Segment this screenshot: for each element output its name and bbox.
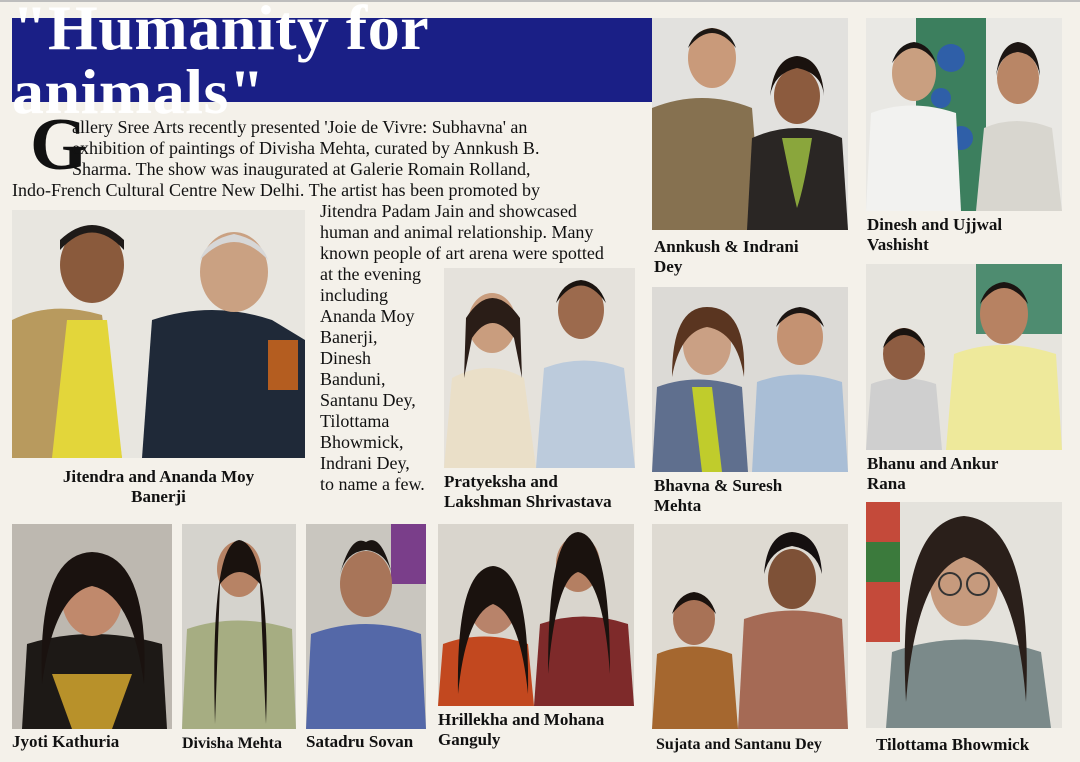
caption-tilottama: Tilottama Bhowmick — [876, 735, 1030, 754]
photo-annkush-indrani — [652, 18, 848, 230]
article-line: exhibition of paintings of Divisha Mehta, curated by Annkush B. — [72, 138, 540, 158]
article-line: at the evening — [320, 264, 421, 284]
article-line: Sharma. The show was inaugurated at Galerie Romain Rolland, — [72, 159, 531, 179]
photo-bhavna-suresh — [652, 287, 848, 472]
caption-pratyeksha: Pratyeksha and Lakshman Shrivastava — [444, 472, 612, 511]
article-line: human and animal relationship. Many — [320, 222, 594, 242]
article-line: Indrani Dey, — [320, 453, 410, 473]
photo-jitendra-ananda — [12, 210, 305, 458]
article-line: Jitendra Padam Jain and showcased — [320, 201, 577, 221]
photo-hrillekha-mohana — [438, 524, 634, 706]
article-line: Bhowmick, — [320, 432, 404, 452]
article-line: Indo-French Cultural Centre New Delhi. The artist has been promoted by — [12, 180, 541, 200]
drop-cap: G — [30, 104, 88, 186]
photo-satadru — [306, 524, 426, 729]
headline-text: "Humanity for animals" — [12, 0, 428, 127]
caption-jitendra: Jitendra and Ananda Moy Banerji — [62, 467, 255, 506]
article-line: Dinesh — [320, 348, 371, 368]
caption-hrillekha: Hrillekha and Mohana Ganguly — [438, 710, 605, 749]
caption-bhanu: Bhanu and Ankur Rana — [867, 454, 999, 493]
photo-jyoti — [12, 524, 172, 729]
article-line: including — [320, 285, 388, 305]
caption-divisha: Divisha Mehta — [182, 735, 282, 752]
caption-satadru: Satadru Sovan — [306, 732, 414, 751]
article-line: Banerji, — [320, 327, 378, 347]
photo-tilottama — [866, 502, 1062, 728]
photo-pratyeksha-lakshman — [444, 268, 635, 468]
article-line: Banduni, — [320, 369, 386, 389]
photo-dinesh-ujjwal — [866, 18, 1062, 211]
photo-divisha — [182, 524, 296, 729]
photo-sujata-santanu — [652, 524, 848, 729]
article-line: known people of art arena were spotted — [320, 243, 604, 263]
photo-bhanu-ankur — [866, 264, 1062, 450]
article-line: allery Sree Arts recently presented 'Joie de Vivre: Subhavna' an — [72, 117, 528, 137]
article-line: Tilottama — [320, 411, 390, 431]
article-line: to name a few. — [320, 474, 425, 494]
article-line: Santanu Dey, — [320, 390, 416, 410]
caption-dinesh: Dinesh and Ujjwal Vashisht — [867, 215, 1003, 254]
caption-jyoti: Jyoti Kathuria — [12, 732, 120, 751]
caption-annkush: Annkush & Indrani Dey — [654, 237, 799, 276]
caption-bhavna: Bhavna & Suresh Mehta — [654, 476, 783, 515]
article-line: Ananda Moy — [320, 306, 415, 326]
caption-sujata: Sujata and Santanu Dey — [656, 736, 822, 753]
